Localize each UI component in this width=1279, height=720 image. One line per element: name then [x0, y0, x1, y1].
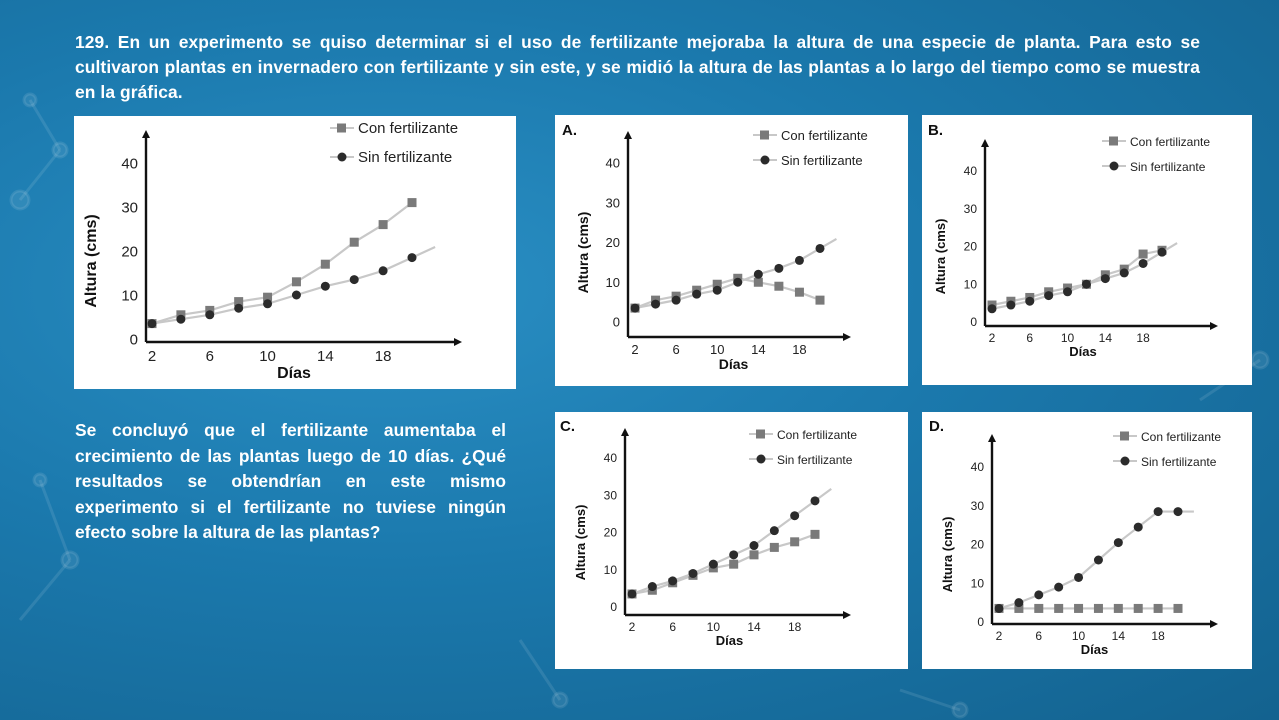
data-point-circle — [408, 253, 417, 262]
x-tick-label: 14 — [1098, 331, 1113, 345]
x-tick-label: 2 — [628, 620, 636, 634]
x-tick-label: 10 — [1060, 331, 1075, 345]
data-point-circle — [668, 576, 677, 585]
y-tick-label: 10 — [121, 287, 138, 305]
x-axis-arrow — [843, 333, 851, 341]
y-tick-label: 10 — [603, 562, 617, 577]
legend-label: Con fertilizante — [781, 128, 868, 143]
option-label: B. — [928, 122, 943, 139]
conclusion-text: Se concluyó que el fertilizante aumentaba el crecimiento de las plantas luego de 10 días. ¿Qué resultados se obtendrían en este mismo experimento si el fertilizante no tuviese ningún efecto sobre la altura de las plantas? — [75, 420, 506, 542]
y-axis-arrow — [988, 434, 996, 442]
data-point-circle — [1082, 280, 1091, 289]
y-axis-arrow — [624, 131, 632, 139]
data-point-square — [1094, 604, 1103, 613]
option-d-chart — [922, 412, 1252, 669]
data-point-circle — [995, 604, 1004, 613]
data-point-circle — [1034, 590, 1043, 599]
y-tick-label: 0 — [977, 615, 984, 630]
data-point-circle — [1094, 556, 1103, 565]
data-point-circle — [1101, 274, 1110, 283]
y-axis-title: Altura (cms) — [940, 516, 955, 593]
data-point-square — [1154, 604, 1163, 613]
data-point-square — [408, 198, 417, 207]
data-point-circle — [379, 266, 388, 275]
x-axis-title: Días — [715, 633, 744, 648]
option-a-chart — [555, 115, 908, 386]
data-point-square — [1139, 250, 1148, 259]
data-point-square — [379, 220, 388, 229]
x-axis-title: Días — [1080, 642, 1109, 657]
legend-marker-circle — [761, 156, 770, 165]
y-tick-label: 30 — [970, 498, 984, 513]
data-point-circle — [729, 550, 738, 559]
y-tick-label: 40 — [603, 451, 617, 466]
option-label: C. — [560, 418, 575, 435]
x-tick-label: 2 — [147, 348, 157, 365]
y-tick-label: 20 — [605, 235, 620, 251]
x-tick-label: 10 — [1071, 629, 1086, 643]
legend-marker-circle — [1121, 457, 1130, 466]
x-tick-label: 6 — [205, 348, 214, 365]
data-point-circle — [1174, 507, 1183, 516]
data-point-circle — [1054, 583, 1063, 592]
data-point-circle — [631, 304, 640, 313]
x-tick-label: 6 — [1035, 629, 1043, 643]
data-point-circle — [988, 304, 997, 313]
y-tick-label: 30 — [603, 488, 617, 503]
x-tick-label: 2 — [988, 331, 996, 345]
series-line — [992, 250, 1162, 305]
y-tick-label: 40 — [970, 460, 984, 475]
data-point-circle — [148, 319, 157, 328]
legend-label: Con fertilizante — [1130, 135, 1211, 149]
data-point-square — [811, 530, 820, 539]
y-axis-arrow — [621, 428, 629, 436]
y-tick-label: 40 — [121, 155, 138, 173]
data-point-circle — [628, 589, 637, 598]
data-point-circle — [350, 275, 359, 284]
data-point-square — [774, 282, 783, 291]
data-point-circle — [1006, 301, 1015, 310]
legend-marker-square — [756, 430, 765, 439]
x-tick-label: 14 — [1111, 629, 1126, 643]
data-point-circle — [733, 278, 742, 287]
y-tick-label: 40 — [605, 155, 620, 171]
y-tick-label: 0 — [610, 600, 617, 615]
x-tick-label: 2 — [995, 629, 1003, 643]
data-point-circle — [692, 290, 701, 299]
x-axis-title: Días — [718, 356, 749, 372]
y-tick-label: 20 — [603, 525, 617, 540]
legend-marker-circle — [338, 153, 347, 162]
question-text: 129. En un experimento se quiso determinar si el uso de fertilizante mejoraba la altura de una especie de planta. Para esto se cultivaron plantas en invernadero con fertilizante y sin este, y se midió la altura de las plantas a lo largo del tiempo como se muestra en la gráfica. — [75, 32, 1200, 102]
x-tick-label: 2 — [631, 342, 639, 357]
y-tick-label: 20 — [121, 243, 138, 261]
x-tick-label: 18 — [792, 342, 807, 357]
data-point-circle — [1114, 538, 1123, 547]
y-axis-title: Altura (cms) — [933, 218, 948, 295]
data-point-circle — [648, 582, 657, 591]
x-tick-label: 10 — [709, 342, 725, 357]
option-c-panel[interactable] — [555, 412, 908, 669]
data-point-square — [1074, 604, 1083, 613]
x-axis-title: Días — [277, 365, 311, 382]
legend-label: Sin fertilizante — [1130, 160, 1206, 174]
y-tick-label: 30 — [121, 199, 138, 217]
data-point-circle — [672, 296, 681, 305]
data-point-circle — [234, 304, 243, 313]
x-tick-label: 14 — [316, 348, 334, 365]
data-point-circle — [1154, 507, 1163, 516]
data-point-circle — [1063, 287, 1072, 296]
data-point-circle — [176, 315, 185, 324]
data-point-circle — [816, 244, 825, 253]
legend-label: Con fertilizante — [358, 120, 459, 137]
x-tick-label: 18 — [787, 620, 802, 634]
data-point-square — [1054, 604, 1063, 613]
legend-label: Sin fertilizante — [781, 153, 863, 168]
data-point-square — [816, 296, 825, 305]
y-tick-label: 40 — [963, 164, 977, 179]
data-point-circle — [1014, 598, 1023, 607]
data-point-circle — [292, 291, 301, 300]
y-axis-title: Altura (cms) — [83, 214, 100, 308]
data-point-square — [321, 260, 330, 269]
data-point-square — [292, 277, 301, 286]
data-point-circle — [713, 286, 722, 295]
data-point-circle — [1025, 297, 1034, 306]
option-a-panel[interactable] — [555, 115, 908, 386]
y-tick-label: 10 — [970, 576, 984, 591]
data-point-square — [1134, 604, 1143, 613]
data-point-circle — [1134, 523, 1143, 532]
data-point-circle — [750, 541, 759, 550]
legend-label: Sin fertilizante — [777, 453, 853, 467]
x-tick-label: 18 — [1136, 331, 1150, 345]
reference-chart-panel — [74, 116, 516, 389]
y-tick-label: 0 — [612, 314, 620, 330]
data-point-circle — [811, 496, 820, 505]
y-tick-label: 0 — [970, 315, 977, 330]
x-axis-arrow — [454, 338, 462, 346]
option-label: D. — [929, 418, 944, 435]
y-axis-title: Altura (cms) — [575, 211, 591, 294]
data-point-square — [790, 537, 799, 546]
data-point-square — [795, 288, 804, 297]
data-point-square — [729, 560, 738, 569]
y-tick-label: 10 — [963, 277, 977, 292]
y-tick-label: 30 — [605, 195, 620, 211]
y-axis-arrow — [981, 139, 989, 147]
data-point-circle — [689, 569, 698, 578]
y-tick-label: 0 — [129, 331, 138, 349]
legend-label: Sin fertilizante — [358, 149, 453, 166]
data-point-circle — [790, 511, 799, 520]
data-point-circle — [754, 270, 763, 279]
option-b-panel[interactable] — [922, 115, 1252, 385]
x-tick-label: 6 — [669, 620, 677, 634]
x-axis-arrow — [1210, 620, 1218, 628]
legend-marker-square — [760, 131, 769, 140]
option-label: A. — [562, 122, 577, 139]
legend-marker-circle — [757, 455, 766, 464]
y-axis-title: Altura (cms) — [573, 504, 588, 581]
data-point-circle — [774, 264, 783, 273]
data-point-square — [350, 238, 359, 247]
data-point-square — [1174, 604, 1183, 613]
x-tick-label: 14 — [751, 342, 766, 357]
x-axis-title: Días — [1069, 344, 1097, 359]
legend-label: Con fertilizante — [777, 428, 858, 442]
data-point-circle — [795, 256, 804, 265]
x-tick-label: 10 — [259, 348, 276, 365]
y-tick-label: 20 — [970, 537, 984, 552]
option-b-chart — [922, 115, 1252, 385]
y-axis-arrow — [142, 130, 150, 138]
data-point-square — [1034, 604, 1043, 613]
data-point-circle — [709, 560, 718, 569]
data-point-circle — [1158, 248, 1167, 257]
x-tick-label: 18 — [1151, 629, 1165, 643]
data-point-circle — [1044, 291, 1053, 300]
data-point-circle — [651, 300, 660, 309]
data-point-square — [770, 543, 779, 552]
data-point-circle — [1139, 259, 1148, 268]
data-point-circle — [770, 526, 779, 535]
option-c-chart — [555, 412, 908, 669]
y-tick-label: 30 — [963, 201, 977, 216]
legend-label: Sin fertilizante — [1141, 455, 1217, 469]
x-axis-arrow — [843, 611, 851, 619]
x-tick-label: 6 — [1026, 331, 1034, 345]
x-axis-arrow — [1210, 322, 1218, 330]
x-tick-label: 6 — [672, 342, 680, 357]
series-line — [632, 489, 831, 594]
data-point-square — [754, 278, 763, 287]
data-point-circle — [205, 310, 214, 319]
data-point-circle — [321, 282, 330, 291]
x-tick-label: 10 — [706, 620, 721, 634]
option-d-panel[interactable] — [922, 412, 1252, 669]
data-point-square — [750, 550, 759, 559]
legend-marker-square — [1120, 432, 1129, 441]
y-tick-label: 20 — [963, 239, 977, 254]
legend-marker-square — [1109, 137, 1118, 146]
legend-marker-circle — [1110, 162, 1119, 171]
data-point-circle — [263, 299, 272, 308]
legend-marker-square — [337, 124, 346, 133]
x-tick-label: 18 — [374, 348, 392, 365]
y-tick-label: 10 — [605, 274, 620, 290]
x-tick-label: 14 — [747, 620, 761, 634]
reference-chart — [74, 116, 516, 389]
data-point-circle — [1120, 268, 1129, 277]
data-point-circle — [1074, 573, 1083, 582]
legend-label: Con fertilizante — [1141, 430, 1222, 444]
series-line — [152, 203, 412, 324]
data-point-square — [1114, 604, 1123, 613]
